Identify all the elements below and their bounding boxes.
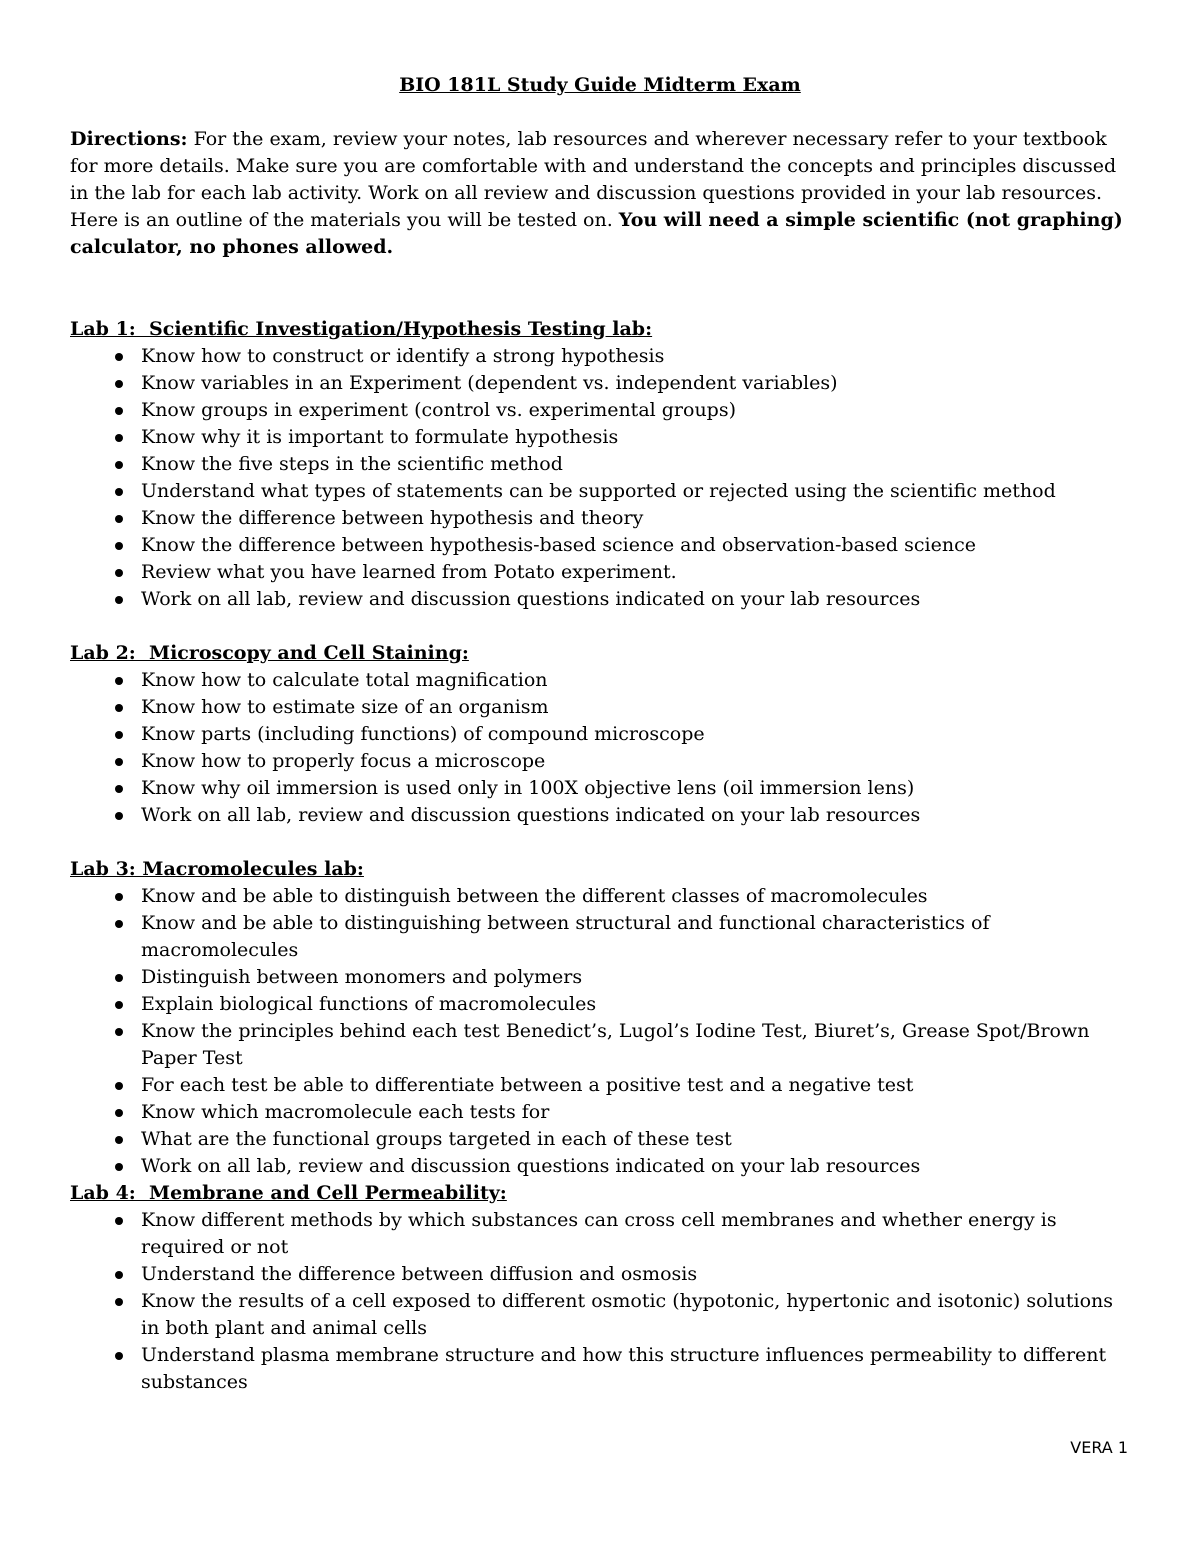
list-item: Know the difference between hypothesis and theory (70, 505, 1132, 532)
list-item: Know and be able to distinguish between the different classes of macromolecules (70, 883, 1132, 910)
section-lab-3 (70, 856, 1132, 1180)
list-item: Understand what types of statements can be supported or rejected using the scientific method (70, 478, 1132, 505)
directions-label: Directions: (70, 128, 188, 150)
section-heading: Lab 2: Microscopy and Cell Staining: (70, 642, 469, 664)
directions-paragraph (70, 126, 1132, 261)
bullet-icon (115, 380, 123, 388)
bullet-icon (115, 974, 123, 982)
list-item: Know different methods by which substances can cross cell membranes and whether energy is required or not (70, 1207, 1132, 1261)
list-item: What are the functional groups targeted in each of these test (70, 1126, 1132, 1153)
bullet-icon (115, 1028, 123, 1036)
bullet-icon (115, 758, 123, 766)
bullet-icon (115, 920, 123, 928)
list-item: Know and be able to distinguishing between structural and functional characteristics of macromolecules (70, 910, 1132, 964)
list-item: Know how to properly focus a microscope (70, 748, 1132, 775)
list-item: Distinguish between monomers and polymers (70, 964, 1132, 991)
bullet-list (70, 667, 1132, 829)
bullet-icon (115, 677, 123, 685)
bullet-icon (115, 1082, 123, 1090)
list-item: Know why it is important to formulate hypothesis (70, 424, 1132, 451)
list-item: Review what you have learned from Potato experiment. (70, 559, 1132, 586)
bullet-list (70, 883, 1132, 1180)
list-item: Know how to estimate size of an organism (70, 694, 1132, 721)
list-item: Work on all lab, review and discussion questions indicated on your lab resources (70, 802, 1132, 829)
bullet-icon (115, 1001, 123, 1009)
list-item: Explain biological functions of macromolecules (70, 991, 1132, 1018)
bullet-icon (115, 731, 123, 739)
bullet-icon (115, 1298, 123, 1306)
bullet-icon (115, 596, 123, 604)
section-heading: Lab 1: Scientific Investigation/Hypothesis Testing lab: (70, 318, 653, 340)
list-item: For each test be able to differentiate between a positive test and a negative test (70, 1072, 1132, 1099)
bullet-icon (115, 1109, 123, 1117)
bullet-icon (115, 434, 123, 442)
list-item: Know how to construct or identify a strong hypothesis (70, 343, 1132, 370)
section-lab-4 (70, 1180, 1132, 1396)
bullet-icon (115, 461, 123, 469)
section-heading: Lab 3: Macromolecules lab: (70, 858, 364, 880)
list-item: Know the difference between hypothesis-based science and observation-based science (70, 532, 1132, 559)
bullet-icon (115, 1217, 123, 1225)
bullet-icon (115, 407, 123, 415)
section-lab-1 (70, 316, 1132, 613)
bullet-icon (115, 704, 123, 712)
bullet-list (70, 1207, 1132, 1396)
page-footer: VERA 1 (1070, 1438, 1128, 1457)
bullet-icon (115, 812, 123, 820)
bullet-icon (115, 515, 123, 523)
list-item: Know which macromolecule each tests for (70, 1099, 1132, 1126)
bullet-icon (115, 542, 123, 550)
list-item: Know why oil immersion is used only in 100X objective lens (oil immersion lens) (70, 775, 1132, 802)
bullet-icon (115, 569, 123, 577)
bullet-icon (115, 353, 123, 361)
section-heading: Lab 4: Membrane and Cell Permeability: (70, 1182, 507, 1204)
bullet-icon (115, 1163, 123, 1171)
list-item: Understand the difference between diffusion and osmosis (70, 1261, 1132, 1288)
section-lab-2 (70, 640, 1132, 829)
list-item: Understand plasma membrane structure and how this structure influences permeability to different substances (70, 1342, 1132, 1396)
list-item: Know parts (including functions) of compound microscope (70, 721, 1132, 748)
list-item: Know the five steps in the scientific method (70, 451, 1132, 478)
list-item: Know groups in experiment (control vs. experimental groups) (70, 397, 1132, 424)
bullet-icon (115, 1136, 123, 1144)
page-title: BIO 181L Study Guide Midterm Exam (399, 74, 801, 96)
bullet-icon (115, 893, 123, 901)
directions-emphasis: You will need a simple scientific (not graphing) calculator, no phones allowed. (70, 209, 1123, 258)
directions-text: For the exam, review your notes, lab resources and wherever necessary refer to your textbook for more details. Make sure you are comfortable with and understand the concepts and principles discussed in the lab for each lab activity. Work on all review and discussion questions provided in your lab resources. Here is an outline of the materials you will be tested on. (70, 128, 1117, 231)
bullet-icon (115, 785, 123, 793)
list-item: Know variables in an Experiment (dependent vs. independent variables) (70, 370, 1132, 397)
bullet-icon (115, 1271, 123, 1279)
list-item: Work on all lab, review and discussion questions indicated on your lab resources (70, 586, 1132, 613)
list-item: Know how to calculate total magnification (70, 667, 1132, 694)
list-item: Know the principles behind each test Benedict’s, Lugol’s Iodine Test, Biuret’s, Grease Spot/Brown Paper Test (70, 1018, 1132, 1072)
list-item: Work on all lab, review and discussion questions indicated on your lab resources (70, 1153, 1132, 1180)
bullet-icon (115, 488, 123, 496)
list-item: Know the results of a cell exposed to different osmotic (hypotonic, hypertonic and isotonic) solutions in both plant and animal cells (70, 1288, 1132, 1342)
bullet-list (70, 343, 1132, 613)
bullet-icon (115, 1352, 123, 1360)
